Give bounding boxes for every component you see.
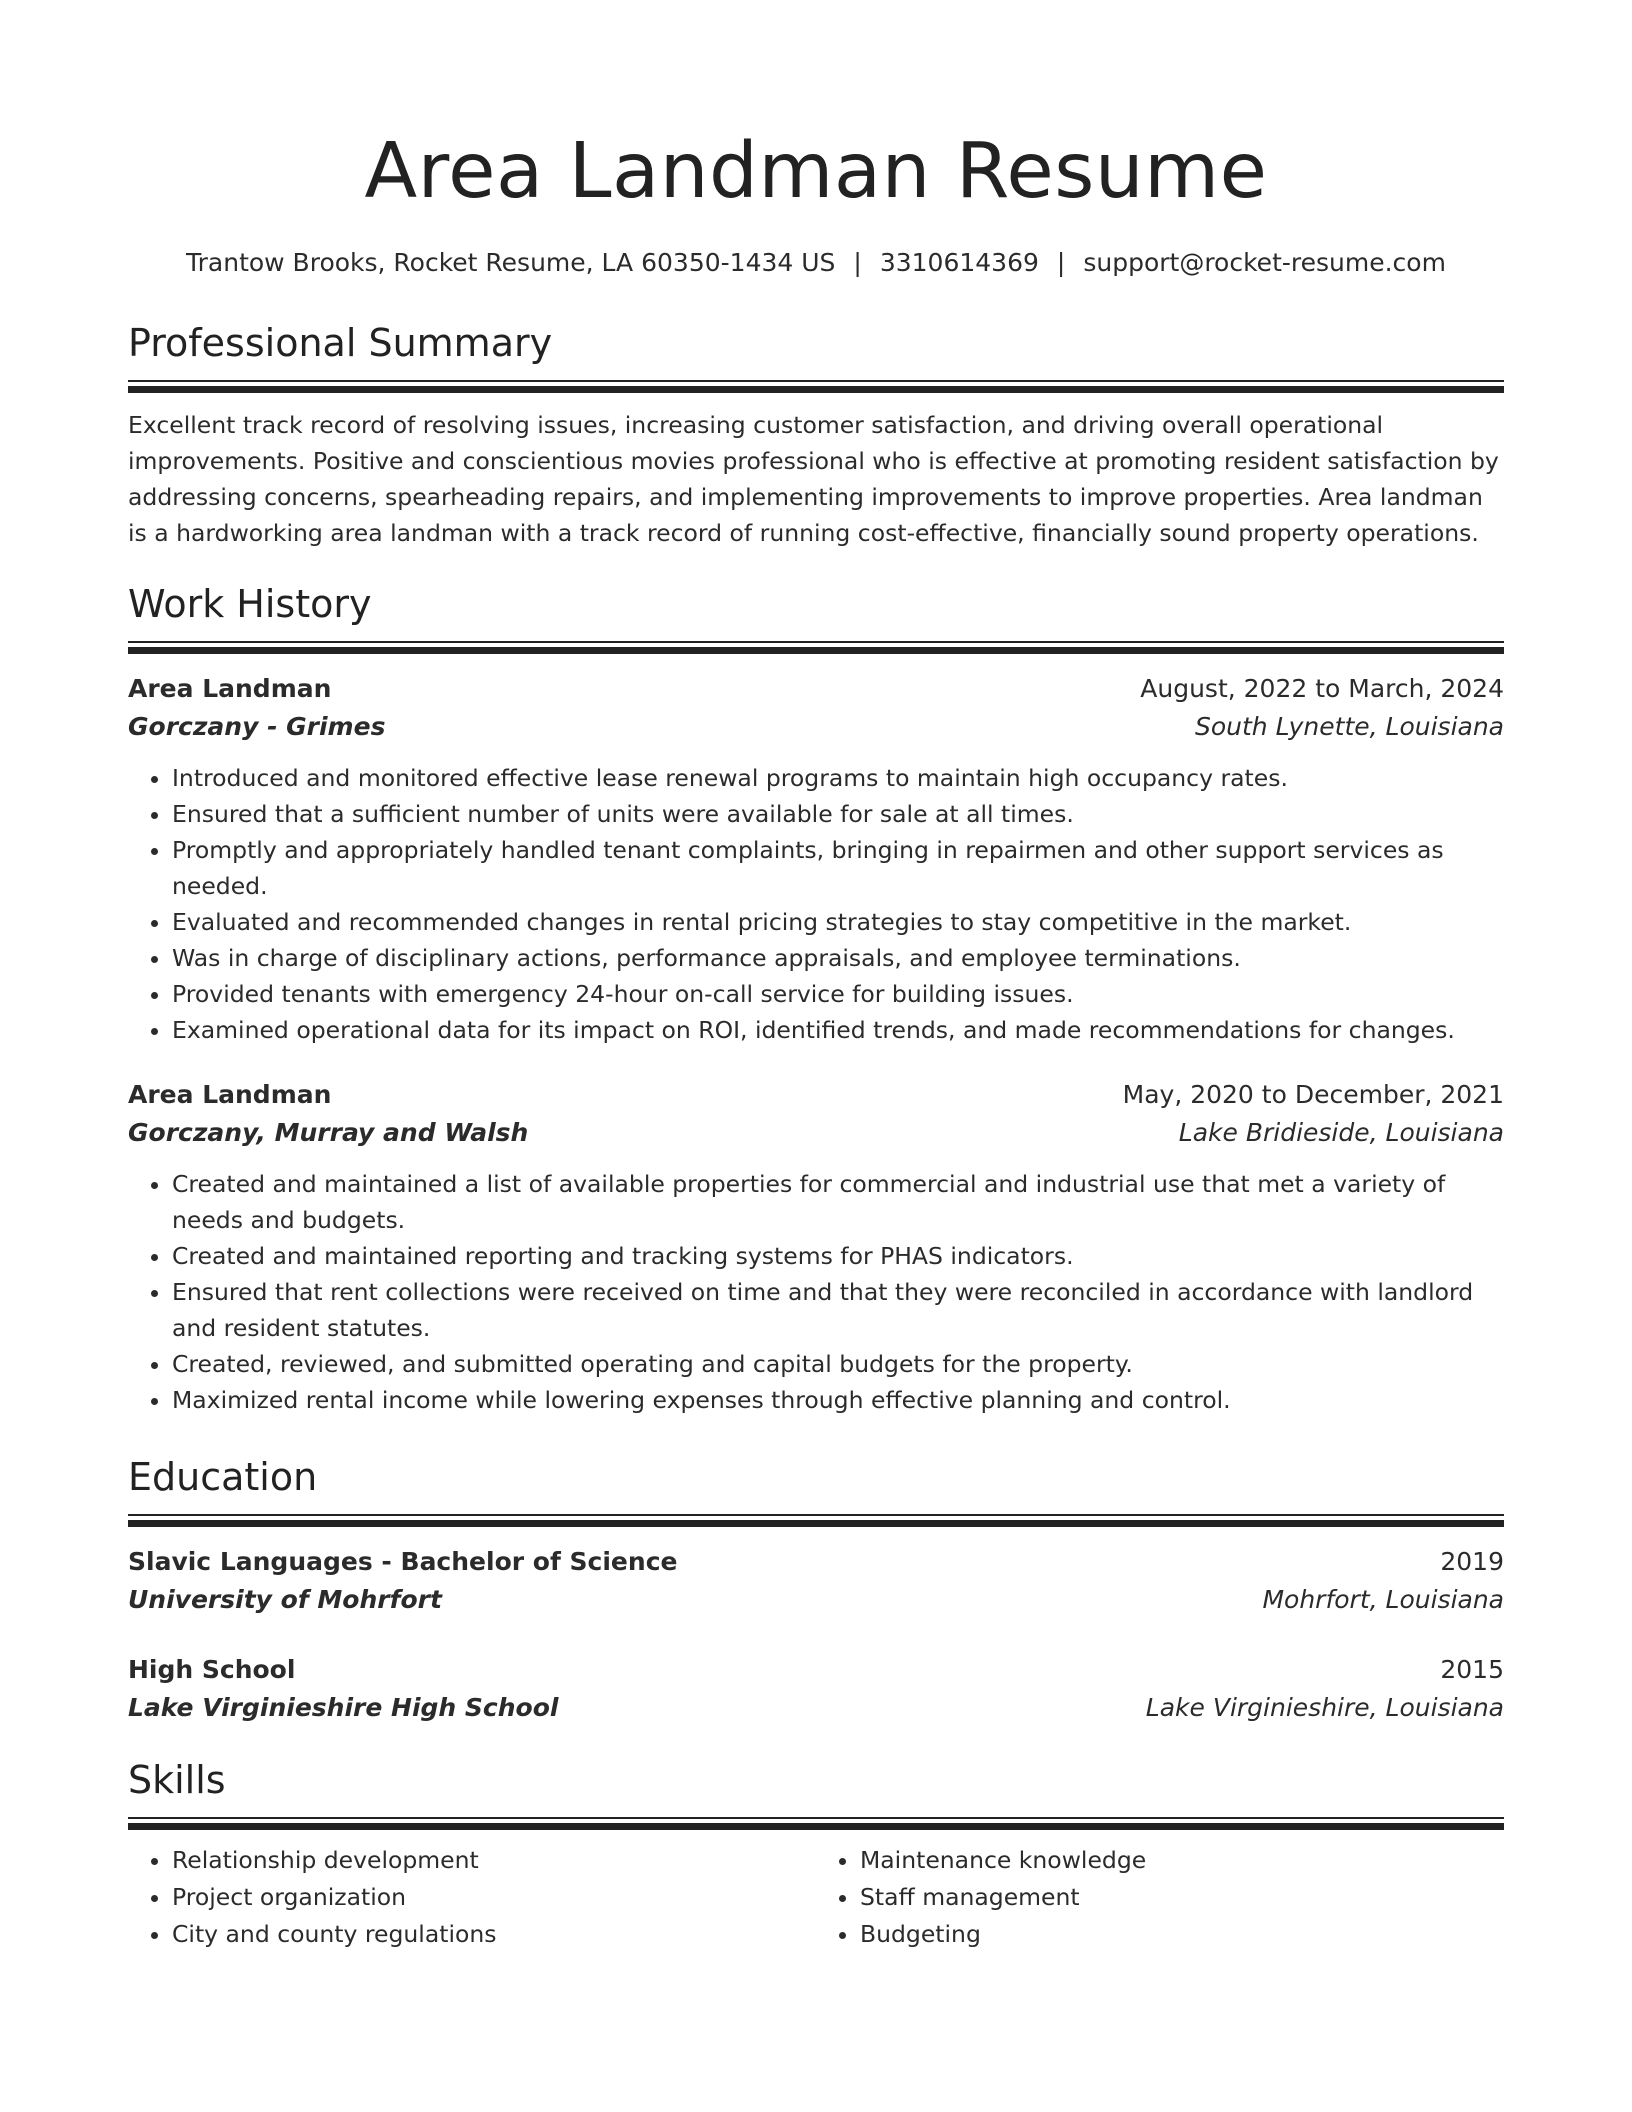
education-degree: Slavic Languages - Bachelor of Science (128, 1547, 678, 1576)
skill-item: • Budgeting (860, 1916, 1504, 1953)
education-location: Lake Virginieshire, Louisiana (1145, 1693, 1504, 1722)
education-heading: Education (128, 1455, 318, 1499)
work-section (128, 579, 1504, 1418)
list-item: • Ensured that a sufficient number of units were available for sale at all times. (172, 796, 1504, 832)
section-divider (128, 380, 1504, 393)
list-item: • Was in charge of disciplinary actions, performance appraisals, and employee terminations. (172, 940, 1504, 976)
list-item: • Examined operational data for its impact on ROI, identified trends, and made recommendations for changes. (172, 1012, 1504, 1048)
work-heading: Work History (128, 582, 372, 626)
job-title: Area Landman (128, 1080, 332, 1109)
education-degree: High School (128, 1655, 296, 1684)
job-sub-row (128, 708, 1504, 746)
job-bullets (128, 1166, 1504, 1418)
skills-columns (128, 1842, 1504, 1953)
list-item: • Ensured that rent collections were received on time and that they were reconciled in accordance with landlord and resident statutes. (172, 1274, 1504, 1346)
education-location: Mohrfort, Louisiana (1262, 1585, 1504, 1614)
education-header-row (128, 1651, 1504, 1689)
skills-list-right (816, 1842, 1504, 1953)
list-item: • Provided tenants with emergency 24-hour on-call service for building issues. (172, 976, 1504, 1012)
skill-item: • Relationship development (172, 1842, 816, 1879)
job-dates: August, 2022 to March, 2024 (1140, 674, 1504, 703)
job-title: Area Landman (128, 674, 332, 703)
skills-section (128, 1755, 1504, 1953)
job-entry (128, 1076, 1504, 1418)
contact-line (128, 246, 1504, 280)
job-bullets (128, 760, 1504, 1048)
education-year: 2019 (1440, 1547, 1504, 1576)
list-item: • Introduced and monitored effective lease renewal programs to maintain high occupancy rates. (172, 760, 1504, 796)
page-title: Area Landman Resume (364, 127, 1268, 216)
education-school: University of Mohrfort (128, 1585, 442, 1614)
summary-heading: Professional Summary (128, 321, 553, 365)
job-location: Lake Bridieside, Louisiana (1178, 1118, 1504, 1147)
job-company: Gorczany - Grimes (128, 712, 386, 741)
contact-email: support@rocket-resume.com (1083, 248, 1446, 277)
education-header-row (128, 1543, 1504, 1581)
section-divider (128, 1514, 1504, 1527)
list-item: • Created, reviewed, and submitted operating and capital budgets for the property. (172, 1346, 1504, 1382)
skill-item: • Project organization (172, 1879, 816, 1916)
education-entry (128, 1543, 1504, 1619)
education-entry (128, 1651, 1504, 1727)
skills-list-left (128, 1842, 816, 1953)
summary-text: Excellent track record of resolving issues, increasing customer satisfaction, and driving overall operational improvements. Positive and conscientious movies professional who is effective at promoting resident satisfaction by addressing concerns, spearheading repairs, and implementing improvements to improve properties. Area landman is a hardworking area landman with a track record of running cost-effective, financially sound property operations. (128, 411, 1499, 547)
list-item: • Promptly and appropriately handled tenant complaints, bringing in repairmen and other support services as needed. (172, 832, 1504, 904)
education-sub-row (128, 1689, 1504, 1727)
section-divider (128, 1817, 1504, 1830)
job-entry (128, 670, 1504, 1048)
summary-section (128, 318, 1504, 551)
skill-item: • Staff management (860, 1879, 1504, 1916)
skill-item: • City and county regulations (172, 1916, 816, 1953)
contact-address: Trantow Brooks, Rocket Resume, LA 60350-1434 US (186, 248, 836, 277)
contact-separator: | (1056, 248, 1066, 277)
job-sub-row (128, 1114, 1504, 1152)
contact-phone: 3310614369 (879, 248, 1039, 277)
skills-heading: Skills (128, 1758, 226, 1802)
education-year: 2015 (1440, 1655, 1504, 1684)
job-company: Gorczany, Murray and Walsh (128, 1118, 529, 1147)
education-school: Lake Virginieshire High School (128, 1693, 559, 1722)
list-item: • Evaluated and recommended changes in rental pricing strategies to stay competitive in the market. (172, 904, 1504, 940)
contact-separator: | (853, 248, 862, 277)
list-item: • Maximized rental income while lowering expenses through effective planning and control. (172, 1382, 1504, 1418)
job-header-row (128, 1076, 1504, 1114)
skill-item: • Maintenance knowledge (860, 1842, 1504, 1879)
job-header-row (128, 670, 1504, 708)
list-item: • Created and maintained a list of available properties for commercial and industrial use that met a variety of needs and budgets. (172, 1166, 1504, 1238)
list-item: • Created and maintained reporting and tracking systems for PHAS indicators. (172, 1238, 1504, 1274)
job-location: South Lynette, Louisiana (1194, 712, 1504, 741)
job-dates: May, 2020 to December, 2021 (1122, 1080, 1504, 1109)
education-section (128, 1452, 1504, 1727)
section-divider (128, 641, 1504, 654)
education-sub-row (128, 1581, 1504, 1619)
